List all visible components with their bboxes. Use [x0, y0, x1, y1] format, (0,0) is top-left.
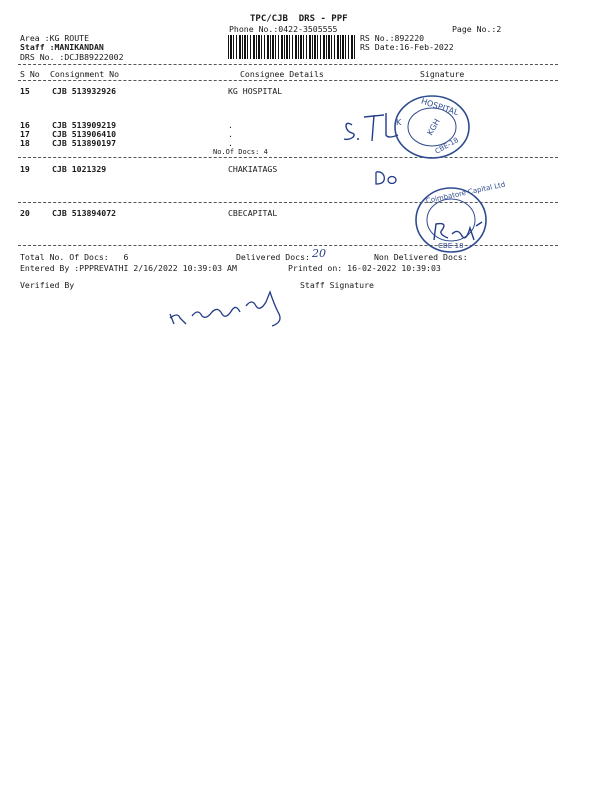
- row-consignee: KG HOSPITAL: [228, 86, 283, 96]
- column-header-consignment: Consignment No: [50, 69, 120, 79]
- svg-text:HOSPITAL: HOSPITAL: [419, 96, 460, 118]
- handwritten-do-mark: [372, 168, 402, 188]
- delivered-docs-label: Delivered Docs:: [236, 252, 310, 262]
- drs-number: DRS No. :DCJB89222002: [20, 52, 124, 62]
- svg-text:KGH: KGH: [425, 117, 442, 137]
- total-docs: Total No. Of Docs: 6: [20, 252, 129, 262]
- svg-text:Coimbatore Capital Ltd: Coimbatore Capital Ltd: [425, 180, 507, 206]
- handwritten-initials-capital: [430, 218, 488, 246]
- row-consignment: CJB 513932926: [52, 86, 117, 96]
- row-consignment: CJB 1021329: [52, 164, 107, 174]
- divider: [18, 80, 558, 81]
- row-consignment: CJB 513890197: [52, 138, 117, 148]
- svg-text:CBE-18: CBE-18: [433, 136, 460, 156]
- row-consignee: .: [228, 129, 233, 139]
- verified-by-label: Verified By: [20, 280, 75, 290]
- row-consignee: .: [228, 120, 233, 130]
- barcode: [228, 35, 356, 59]
- document-title: TPC/CJB DRS - PPF: [250, 14, 348, 24]
- printed-on: Printed on: 16-02-2022 10:39:03: [288, 263, 441, 273]
- row-consignee: CBECAPITAL: [228, 208, 278, 218]
- row-sno: 16: [20, 120, 30, 130]
- column-header-consignee: Consignee Details: [240, 69, 324, 79]
- row-consignee: .: [228, 138, 233, 148]
- verified-by-signature: [166, 284, 296, 330]
- divider: [18, 64, 558, 65]
- row-sno: 15: [20, 86, 30, 96]
- column-header-sno: S No: [20, 69, 40, 79]
- row-sno: 20: [20, 208, 30, 218]
- phone-number: Phone No.:0422-3505555: [229, 24, 338, 34]
- row-sno: 18: [20, 138, 30, 148]
- column-header-signature: Signature: [420, 69, 465, 79]
- divider: [18, 157, 558, 158]
- row-sno: 19: [20, 164, 30, 174]
- row-consignment: CJB 513909219: [52, 120, 117, 130]
- page-number: Page No.:2: [452, 24, 502, 34]
- delivered-docs-value: 20: [312, 247, 326, 260]
- group-doc-count: No.Of Docs: 4: [213, 148, 268, 156]
- rs-number: RS No.:892220: [360, 33, 425, 43]
- area-label: Area :KG ROUTE: [20, 33, 90, 43]
- non-delivered-docs-label: Non Delivered Docs:: [374, 252, 468, 262]
- entered-by: Entered By :PPPREVATHI 2/16/2022 10:39:03 AM: [20, 263, 237, 273]
- row-consignee: CHAKIATAGS: [228, 164, 278, 174]
- row-sno: 17: [20, 129, 30, 139]
- svg-text:CBE-18: CBE-18: [438, 242, 464, 250]
- handwritten-signature-stl: [340, 105, 410, 145]
- svg-text:K: K: [396, 118, 402, 127]
- row-consignment: CJB 513894072: [52, 208, 117, 218]
- staff-label: Staff :MANIKANDAN: [20, 42, 104, 52]
- row-consignment: CJB 513906410: [52, 129, 117, 139]
- rs-date: RS Date:16-Feb-2022: [360, 42, 454, 52]
- staff-signature-label: Staff Signature: [300, 280, 374, 290]
